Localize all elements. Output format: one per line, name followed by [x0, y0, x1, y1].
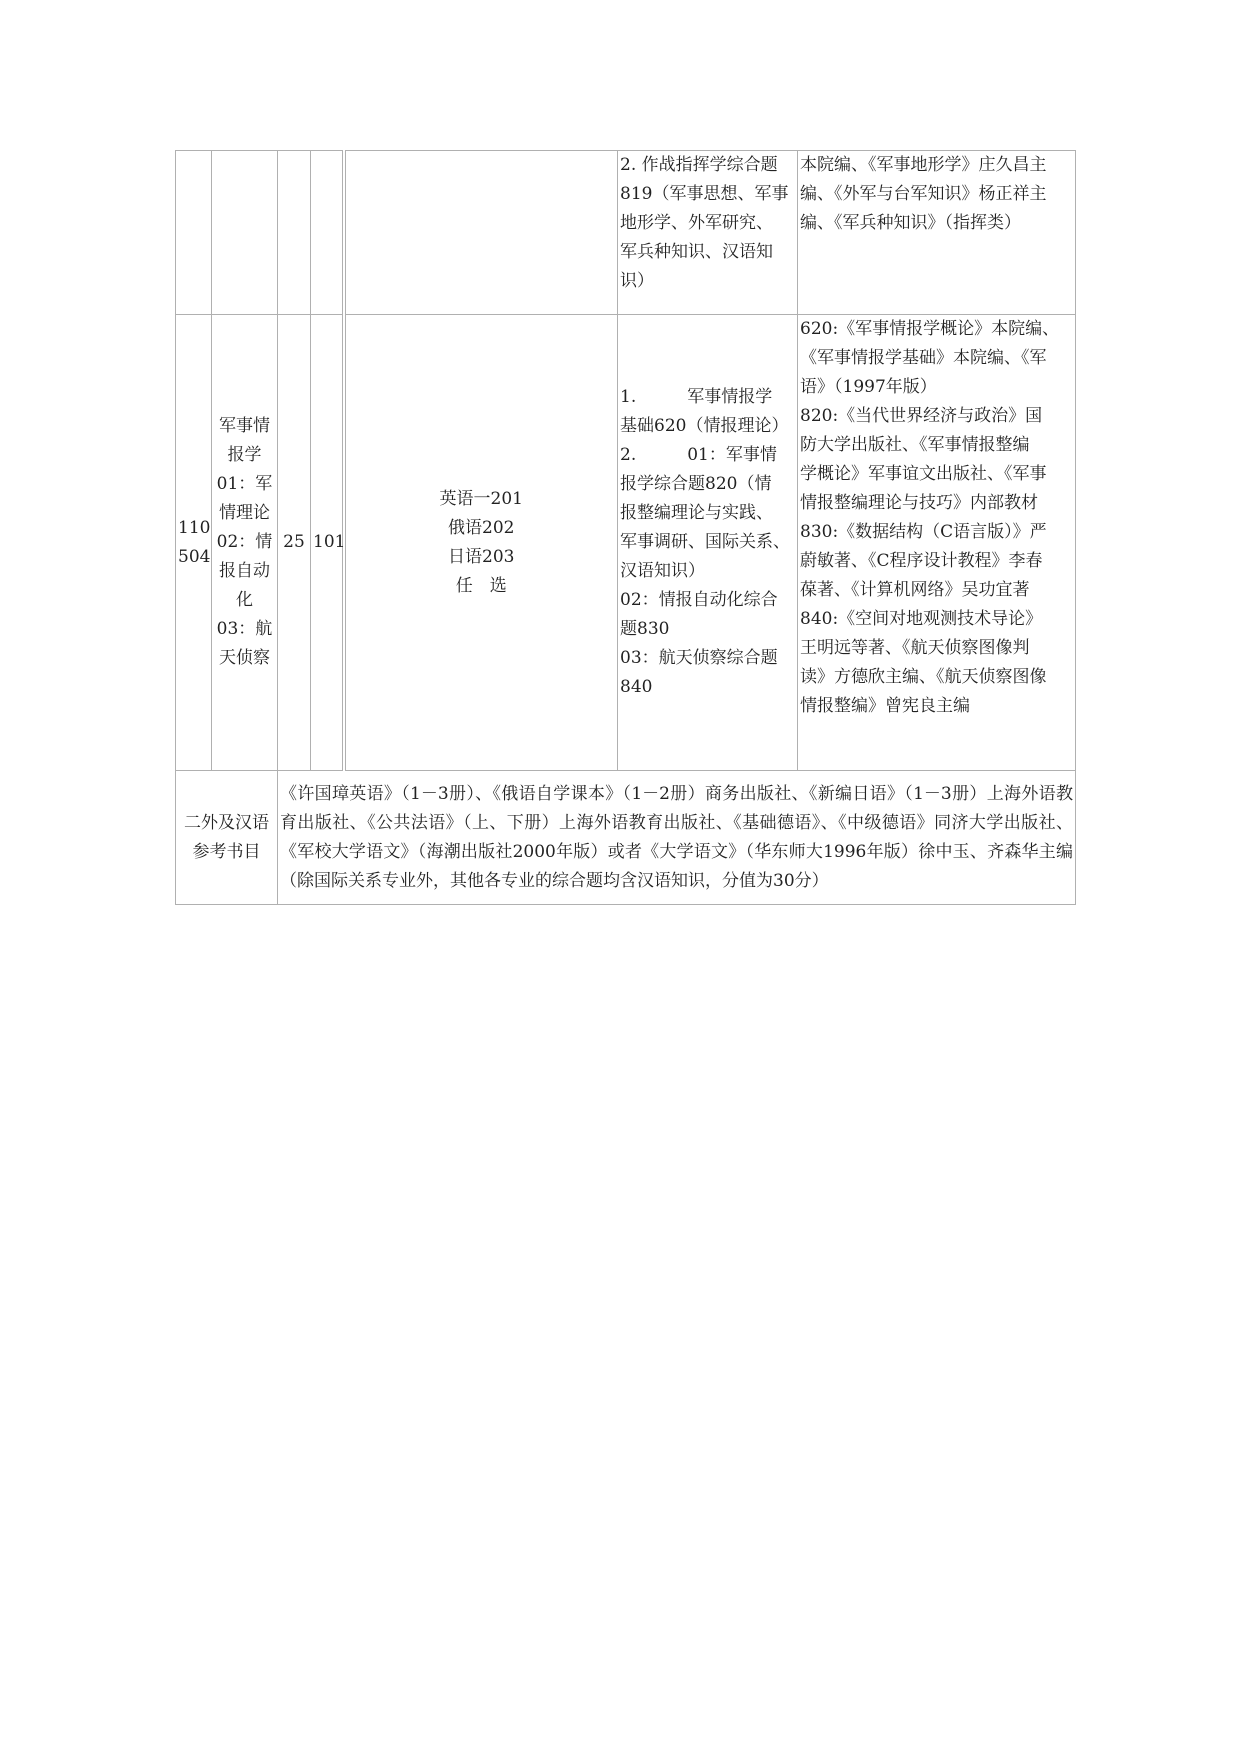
table-row [176, 771, 1076, 905]
reference-books-cell: 620:《军事情报学概论》本院编、 《军事情报学基础》本院编、《军 语》（1997年版） 820:《当代世界经济与政治》国 防大学出版社、《军事情报整编 学概论》军事谊文出版社、《军事 情报整编理论与技巧》内部教材 830:《数据结构（C语言版）》严 蔚敏著、《C程序设计教程》李春 葆著、《计算机网络》吴功宜著 840:《空间对地观测技术导论》 王明远等著、《航天侦察图像判 读》方德欣主编、《航天侦察图像 情报整编》曾宪良主编 [798, 315, 1076, 771]
major-name-cell [212, 151, 278, 315]
subjects-cell: 2. 作战指挥学综合题 819（军事思想、军事 地形学、外军研究、 军兵种知识、汉语知 识） [618, 151, 798, 315]
major-name-cell: 军事情 报学 01：军 情理论 02：情 报自动 化 03：航 天侦察 [212, 315, 278, 771]
reference-text-cell: 《许国璋英语》（1－3册）、《俄语自学课本》（1－2册）商务出版社、《新编日语》（1－3册）上海外语教育出版社、《公共法语》（上、下册）上海外语教育出版社、《基础德语》、《中级德语》同济大学出版社、《军校大学语文》（海潮出版社2000年版）或者《大学语文》（华东师大1996年版）徐中玉、齐森华主编（除国际关系专业外，其他各专业的综合题均含汉语知识，分值为30分） [278, 771, 1076, 905]
reference-label-cell: 二外及汉语 参考书目 [176, 771, 278, 905]
enrollment-cell: 25 [278, 315, 311, 771]
document-page [175, 150, 1075, 905]
foreign-language-cell [344, 151, 618, 315]
major-code-cell: 110 504 [176, 315, 212, 771]
table-row [176, 151, 1076, 315]
reference-books-cell: 本院编、《军事地形学》庄久昌主 编、《外军与台军知识》杨正祥主 编、《军兵种知识》（指挥类） [798, 151, 1076, 315]
foreign-language-cell: 英语一201 俄语202 日语203 任 选 [344, 315, 618, 771]
table-row [176, 315, 1076, 771]
politics-cell [311, 151, 344, 315]
politics-cell: 101 [311, 315, 344, 771]
major-code-cell [176, 151, 212, 315]
enrollment-cell [278, 151, 311, 315]
admissions-table [175, 150, 1076, 905]
subjects-cell: 1. 军事情报学 基础620（情报理论） 2. 01：军事情 报学综合题820（情 报整编理论与实践、 军事调研、国际关系、 汉语知识） 02：情报自动化综合 题830 03：航天侦察综合题 840 [618, 315, 798, 771]
